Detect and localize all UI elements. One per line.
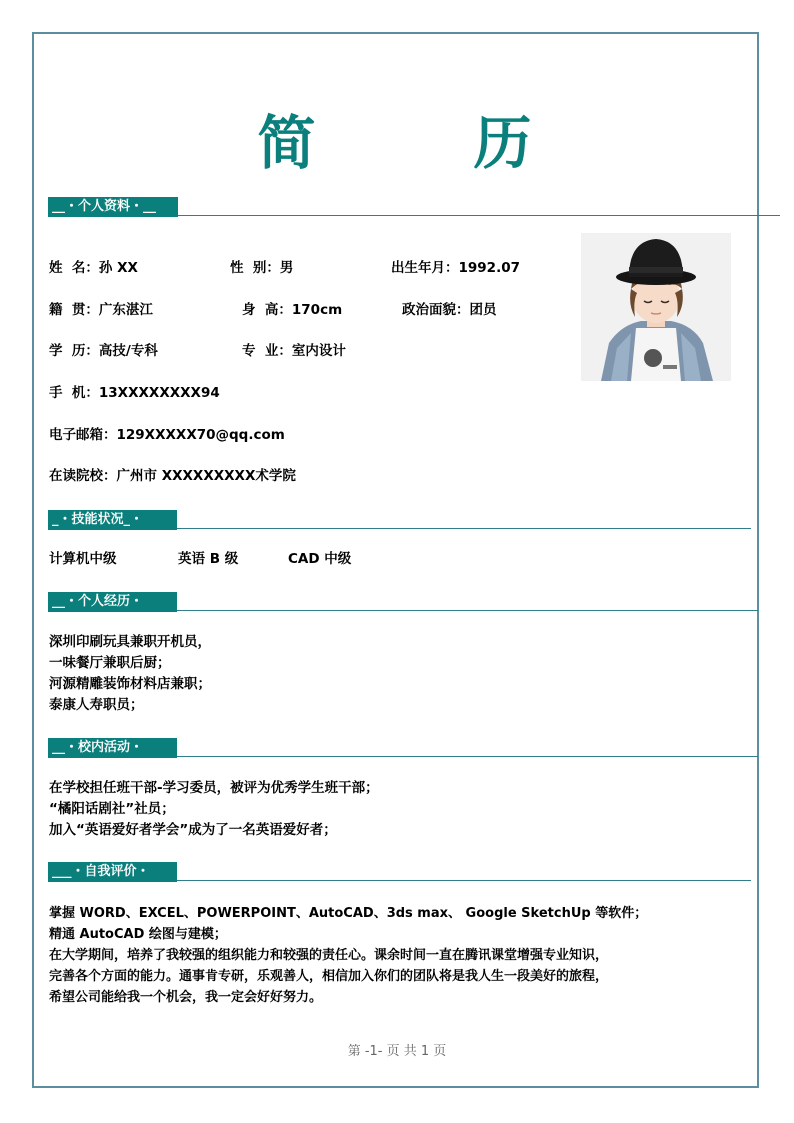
experience-item: 深圳印刷玩具兼职开机员， xyxy=(49,634,211,650)
self-eval-line: 掌握 WORD、EXCEL、POWERPOINT、AutoCAD、3ds max、 Google SketchUp 等软件； xyxy=(49,906,648,921)
experience-item: 泰康人寿职员； xyxy=(49,697,144,713)
field-birth: 出生年月：1992.07 xyxy=(391,260,520,276)
self-eval-line: 在大学期间，培养了我较强的组织能力和较强的责任心。课余时间一直在腾讯课堂增强专业知识， xyxy=(49,948,609,963)
section-tab: __・校内活动・ xyxy=(48,738,177,758)
page-title: 简 历 xyxy=(257,109,582,177)
skill-item: CAD 中级 xyxy=(288,551,352,567)
field-height: 身 高：170cm xyxy=(242,302,343,318)
skill-item: 计算机中级 xyxy=(49,551,117,567)
self-eval-line: 希望公司能给我一个机会，我一定会好好努力。 xyxy=(49,990,323,1005)
self-eval-line: 精通 AutoCAD 绘图与建模； xyxy=(49,927,227,942)
section-tab: __・个人资料・__ xyxy=(48,197,178,217)
campus-item: “橘阳话剧社”社员； xyxy=(49,801,175,817)
field-phone: 手 机：13XXXXXXXX94 xyxy=(49,385,220,401)
section-tab: ___・自我评价・ xyxy=(48,862,177,882)
section-divider xyxy=(177,528,751,529)
section-divider xyxy=(177,610,758,611)
experience-item: 河源精雕装饰材料店兼职； xyxy=(49,676,211,692)
section-tab: _・技能状况_・ xyxy=(48,510,177,530)
field-name: 姓 名：孙 XX xyxy=(49,260,138,276)
field-school: 在读院校：广州市 XXXXXXXXX术学院 xyxy=(49,468,296,484)
field-email: 电子邮箱：129XXXXX70@qq.com xyxy=(49,427,285,443)
field-political: 政治面貌：团员 xyxy=(402,302,497,318)
campus-item: 在学校担任班干部-学习委员，被评为优秀学生班干部； xyxy=(49,780,379,796)
experience-item: 一味餐厅兼职后厨； xyxy=(49,655,171,671)
self-eval-line: 完善各个方面的能力。通事肯专研，乐观善人，相信加入你们的团队将是我人生一段美好的旅程， xyxy=(49,969,609,984)
field-major: 专 业：室内设计 xyxy=(242,343,346,359)
page-footer: 第 -1- 页 共 1 页 xyxy=(347,1044,447,1059)
section-tab: __・个人经历・ xyxy=(48,592,177,612)
campus-item: 加入“英语爱好者学会”成为了一名英语爱好者； xyxy=(49,822,337,838)
section-divider xyxy=(177,880,751,881)
profile-photo xyxy=(581,233,731,381)
skill-item: 英语 B 级 xyxy=(178,551,239,567)
field-gender: 性 别：男 xyxy=(230,260,294,276)
section-divider xyxy=(178,215,780,216)
field-education: 学 历：高技/专科 xyxy=(49,343,158,359)
field-native: 籍 贯：广东湛江 xyxy=(49,302,153,318)
section-divider xyxy=(177,756,758,757)
child-photo-illustration xyxy=(581,233,731,381)
